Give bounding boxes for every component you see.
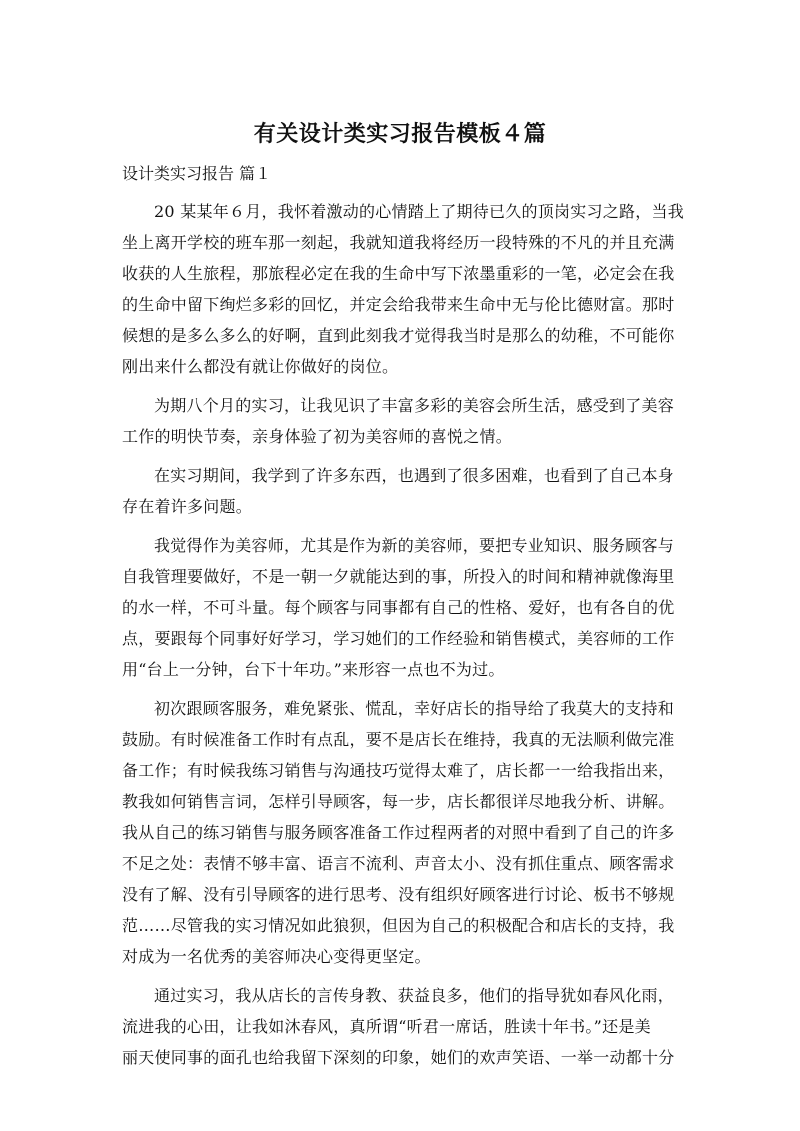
text-line: 我从自己的练习销售与服务顾客准备工作过程两者的对照中看到了自己的许多 — [122, 823, 675, 842]
text-line: 用“台上一分钟，台下十年功。”来形容一点也不为过。 — [122, 660, 505, 679]
text-line: 不足之处：表情不够丰富、语言不流利、声音太小、没有抓住重点、顾客需求 — [122, 854, 675, 873]
text-line: 存在着许多问题。 — [122, 497, 253, 516]
paragraph — [122, 693, 682, 972]
text-line: 流进我的心田，让我如沐春风，真所谓“听君一席话，胜读十年书。”还是美 — [122, 1017, 651, 1036]
text-line: 通过实习，我从店长的言传身教、获益良多，他们的指导犹如春风化雨， — [154, 986, 675, 1005]
text-line: 刚出来什么都没有就让你做好的岗位。 — [122, 357, 399, 376]
text-line: 候想的是多么多么的好啊，直到此刻我才觉得我当时是那么的幼稚，不可能你 — [122, 326, 675, 345]
text-line: 初次跟顾客服务，难免紧张、慌乱，幸好店长的指导给了我莫大的支持和 — [154, 699, 675, 718]
text-line: 坐上离开学校的班车那一刻起，我就知道我将经历一段特殊的不凡的并且充满 — [122, 233, 675, 252]
text-line: 为期八个月的实习，让我见识了丰富多彩的美容会所生活，感受到了美容 — [154, 396, 675, 415]
text-line: 收获的人生旅程，那旅程必定在我的生命中写下浓墨重彩的一笔，必定会在我 — [122, 264, 675, 283]
paragraph — [122, 530, 682, 685]
text-line: 鼓励。有时候准备工作时有点乱，要不是店长在维持，我真的无法顺利做完准 — [122, 730, 675, 749]
text-line: 教我如何销售言词，怎样引导顾客，每一步，店长都很详尽地我分析、讲解。 — [122, 792, 675, 811]
text-line: 点，要跟每个同事好好学习，学习她们的工作经验和销售模式，美容师的工作 — [122, 629, 675, 648]
text-line: 在实习期间，我学到了许多东西，也遇到了很多困难，也看到了自己本身 — [154, 466, 675, 485]
paragraph — [122, 196, 682, 382]
text-line: 的生命中留下绚烂多彩的回忆，并定会给我带来生命中无与伦比德财富。那时 — [122, 295, 675, 314]
text-line: 没有了解、没有引导顾客的进行思考、没有组织好顾客进行讨论、板书不够规 — [122, 885, 675, 904]
paragraph — [122, 460, 682, 522]
document-body — [122, 196, 682, 1081]
text-line: 我觉得作为美容师，尤其是作为新的美容师，要把专业知识、服务顾客与 — [154, 536, 675, 555]
text-line: 的水一样，不可斗量。每个顾客与同事都有自己的性格、爱好，也有各自的优 — [122, 598, 675, 617]
paragraph — [122, 390, 682, 452]
text-line: 范……尽管我的实习情况如此狼狈，但因为自己的积极配合和店长的支持，我 — [122, 916, 675, 935]
paragraph — [122, 980, 682, 1073]
text-line: 自我管理要做好，不是一朝一夕就能达到的事，所投入的时间和精神就像海里 — [122, 567, 675, 586]
text-line: 备工作；有时候我练习销售与沟通技巧觉得太难了，店长都一一给我指出来， — [122, 761, 675, 780]
text-line: 20 某某年６月，我怀着激动的心情踏上了期待已久的顶岗实习之路，当我 — [154, 202, 684, 221]
text-line: 丽天使同事的面孔也给我留下深刻的印象，她们的欢声笑语、一举一动都十分 — [122, 1048, 675, 1067]
document-title: 有关设计类实习报告模板４篇 — [253, 122, 547, 147]
section-heading: 设计类实习报告 篇１ — [122, 164, 272, 183]
text-line: 对成为一名优秀的美容师决心变得更坚定。 — [122, 947, 431, 966]
text-line: 工作的明快节奏，亲身体验了初为美容师的喜悦之情。 — [122, 427, 513, 446]
